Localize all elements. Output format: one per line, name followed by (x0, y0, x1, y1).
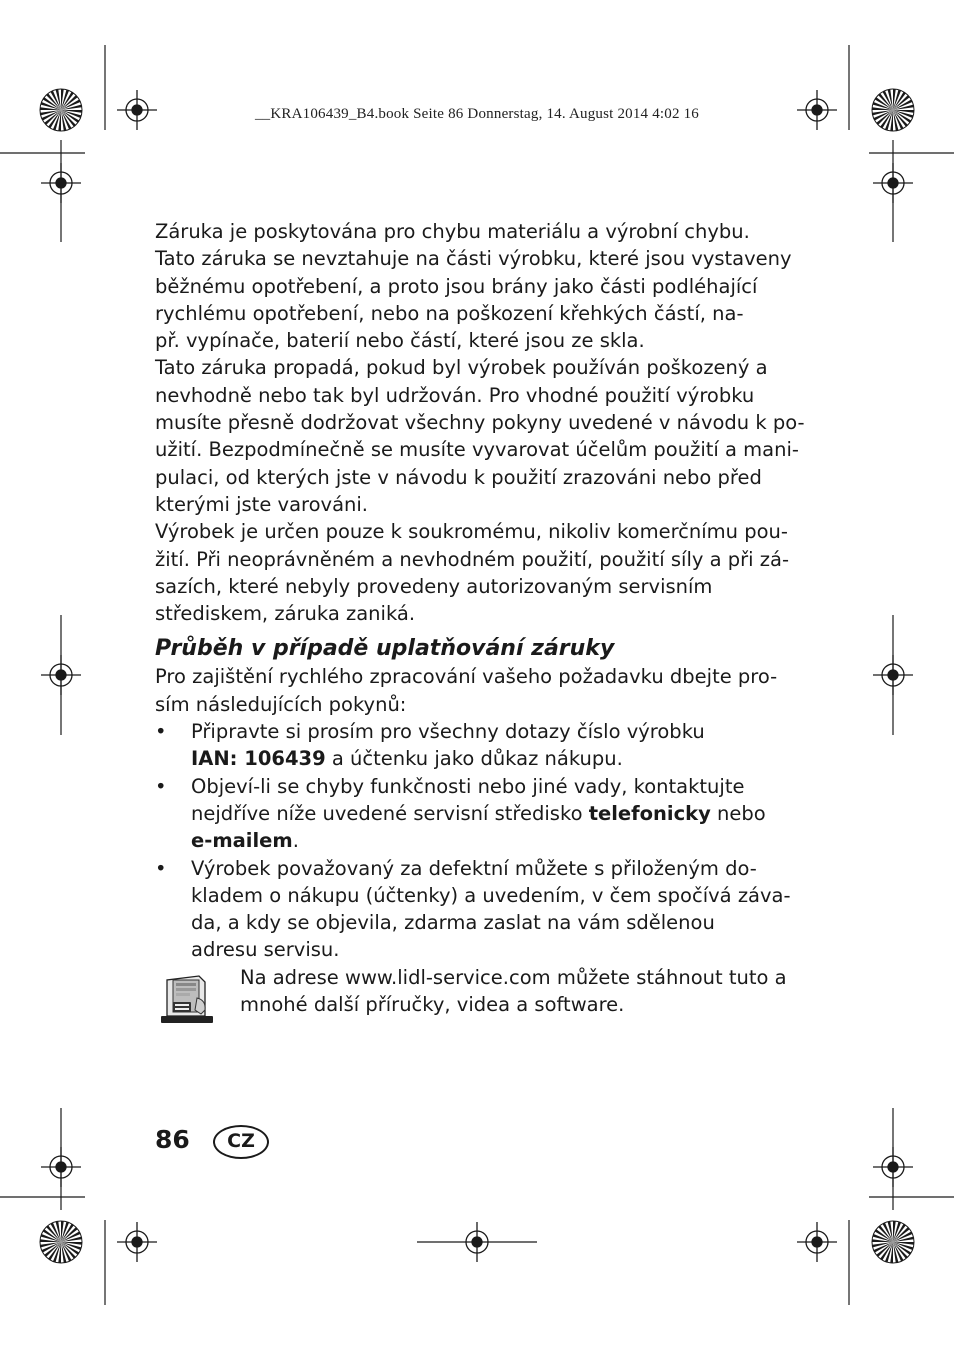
print-header: __KRA106439_B4.book Seite 86 Donnerstag, 14. August 2014 4:02 16 (254, 106, 700, 122)
bullet-item-contact (155, 773, 795, 855)
paragraph-warranty-scope (155, 218, 795, 354)
text-fragment: a účtenku jako důkaz nákupu. (325, 747, 623, 771)
text-fragment: nebo (710, 801, 766, 825)
text-line: rychlému opotřebení, nebo na poškození křehkých částí, na- (155, 301, 744, 325)
text-line: Na adrese www.lidl-service.com můžete stáhnout tuto a (240, 965, 787, 989)
bullet-icon: • (155, 856, 167, 880)
country-badge: CZ (213, 1125, 269, 1159)
text-line: sazích, které nebyly provedeny autorizovaným servisním (155, 574, 713, 598)
text-line: sím následujících pokynů: (155, 692, 407, 716)
text-line: musíte přesně dodržovat všechny pokyny uvedené v návodu k po- (155, 411, 805, 435)
text-line: Pro zajištění rychlého zpracování vašeho požadavku dbejte pro- (155, 665, 778, 689)
text-line (191, 745, 795, 772)
text-line: Výrobek je určen pouze k soukromému, nikoliv komerčnímu pou- (155, 520, 788, 544)
bullet-icon: • (155, 720, 167, 744)
download-manual-icon (159, 972, 215, 1026)
bold-phone: telefonicky (588, 801, 711, 825)
page-number: 86 (155, 1125, 190, 1154)
text-line: kladem o nákupu (účtenky) a uvedením, v čem spočívá záva- (191, 883, 791, 907)
text-fragment: . (292, 829, 299, 853)
registration-dial (872, 1221, 914, 1263)
registration-dial (40, 1221, 82, 1263)
text-line: Tato záruka se nevztahuje na části výrobku, které jsou vystaveny (155, 247, 792, 271)
text-line: kterými jste varováni. (155, 492, 368, 516)
ian-number: IAN: 106439 (191, 747, 326, 771)
text-line: Objeví-li se chyby funkčnosti nebo jiné vady, kontaktujte (191, 774, 745, 798)
section-heading: Průběh v případě uplatňování záruky (155, 636, 615, 662)
text-line: adresu servisu. (191, 938, 340, 962)
page-content (155, 218, 805, 1018)
text-line: žití. Při neoprávněném a nevhodném použití, použití síly a při zá- (155, 547, 789, 571)
text-line: Výrobek považovaný za defektní můžete s přiloženým do- (191, 856, 757, 880)
text-line: Připravte si prosím pro všechny dotazy číslo výrobku (191, 720, 705, 744)
text-line: Záruka je poskytována pro chybu materiálu a výrobní chybu. (155, 220, 750, 243)
text-line: mnohé další příručky, videa a software. (240, 993, 625, 1017)
text-line: da, a kdy se objevila, zdarma zaslat na vám sdělenou (191, 911, 715, 935)
download-note (155, 964, 795, 1019)
paragraph-warranty-void (155, 354, 805, 518)
text-line: nevhodně nebo tak byl udržován. Pro vhodné použití výrobku (155, 383, 755, 407)
bullet-item-send (155, 855, 795, 964)
intro-paragraph (155, 663, 795, 718)
text-line: pulaci, od kterých jste v návodu k použití zrazováni nebo před (155, 465, 762, 489)
text-line (191, 800, 795, 827)
text-line: střediskem, záruka zaniká. (155, 602, 416, 626)
text-line: užití. Bezpodmínečně se musíte vyvarovat účelům použití a mani- (155, 438, 799, 462)
text-line (191, 827, 795, 854)
text-line: př. vypínače, baterií nebo částí, které jsou ze skla. (155, 329, 645, 353)
text-line: běžnému opotřebení, a proto jsou brány jako části podléhající (155, 274, 758, 298)
bullet-item-prepare (155, 718, 795, 773)
bold-email: e-mailem (191, 829, 293, 853)
bullet-icon: • (155, 774, 167, 798)
text-line: Tato záruka propadá, pokud byl výrobek používán poškozený a (155, 356, 768, 380)
paragraph-private-use (155, 518, 795, 627)
text-fragment: nejdříve níže uvedené servisní středisko (191, 801, 589, 825)
